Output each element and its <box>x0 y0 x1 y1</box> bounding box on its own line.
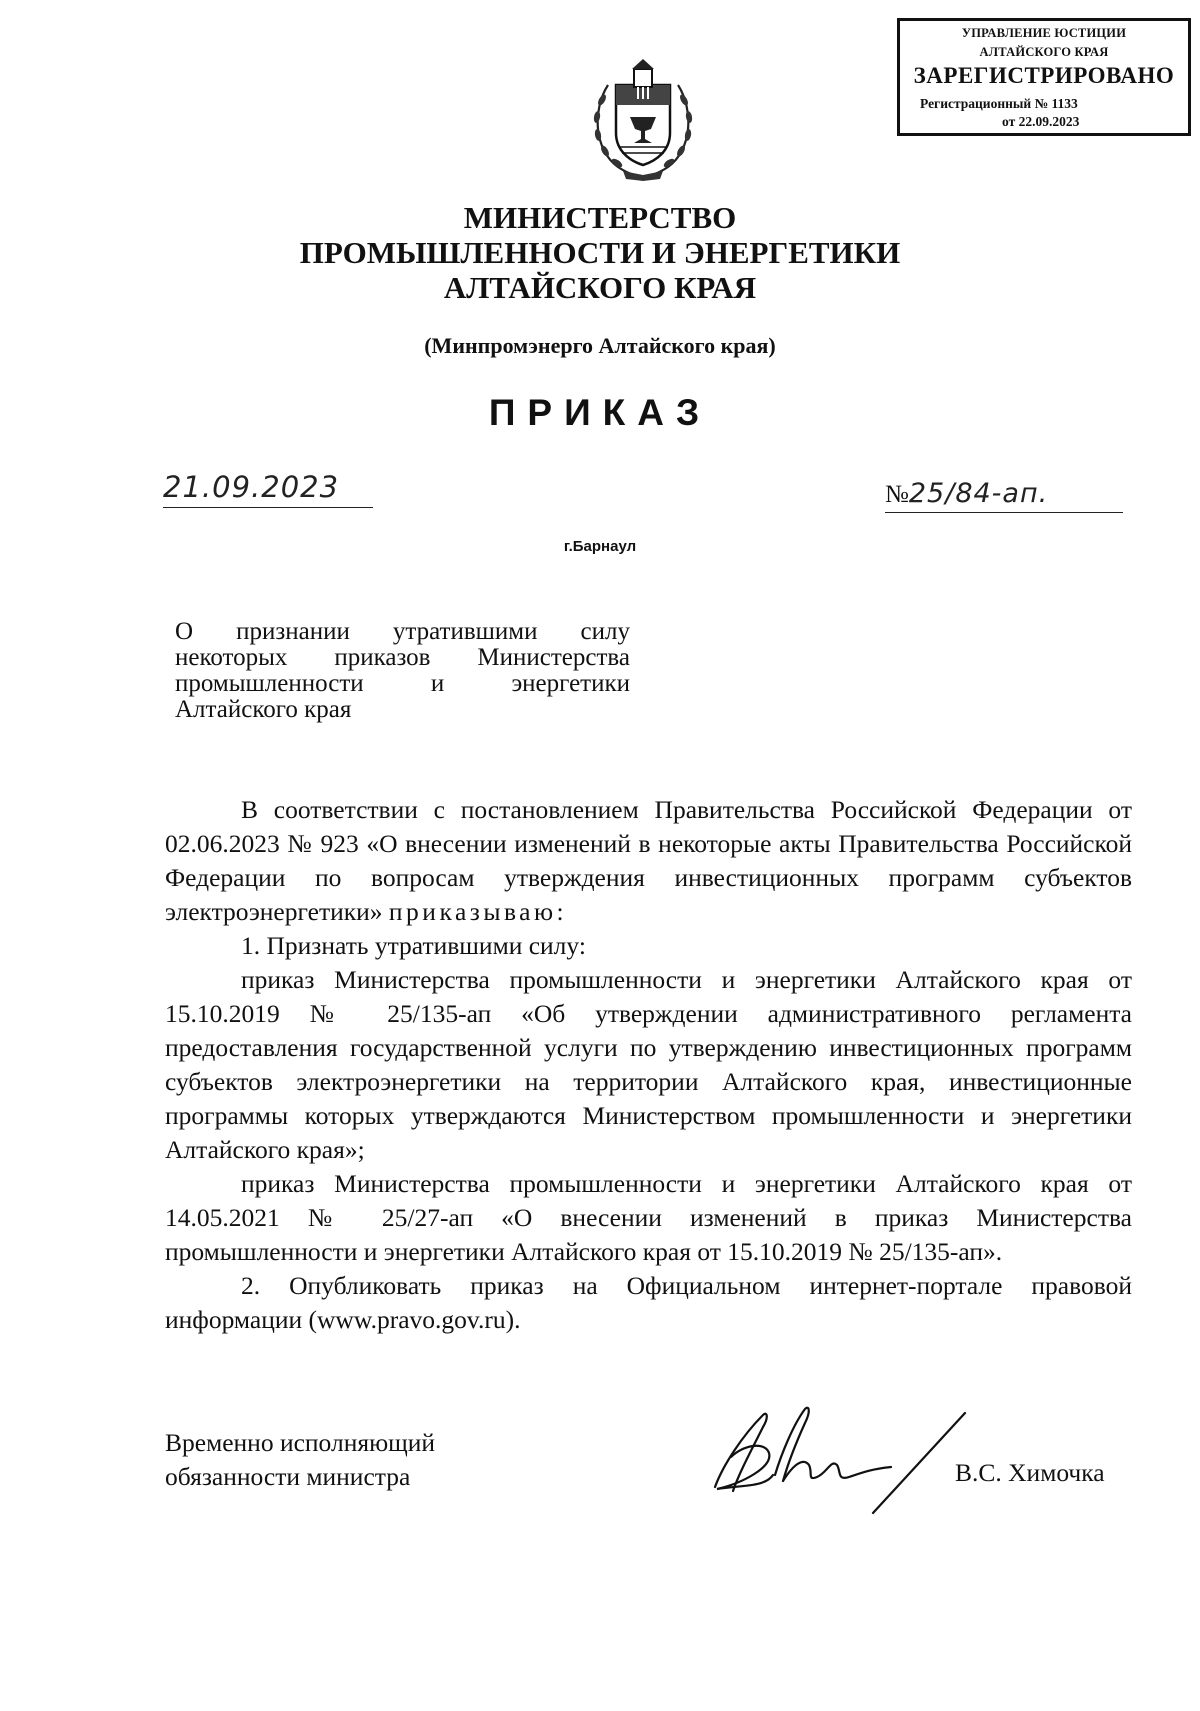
body-item1-b: приказ Министерства промышленности и энергетики Алтайского края от 14.05.2021 № 25/27-ап «О внесении изменений в приказ Министерства промышленности и энергетики Алтайского края от 15.10.2019 № 25/135-ап». <box>165 1169 1132 1266</box>
signatory-title-line2: обязанности министра <box>165 1462 411 1491</box>
registration-stamp <box>897 18 1191 136</box>
number-sign: № <box>885 481 909 508</box>
body-intro-verb: приказываю: <box>388 897 568 926</box>
heading-line3: АЛТАЙСКОГО КРАЯ <box>443 270 757 305</box>
document-city: г.Барнаул <box>563 538 637 555</box>
signatory-title <box>165 1426 435 1494</box>
document-body <box>165 793 1132 1337</box>
document-type-title: ПРИКАЗ <box>488 392 712 433</box>
document-subject: О признании утратившими силу некоторых приказов Министерства промышленности и энергетики Алтайского края <box>175 618 630 723</box>
heading-line2: ПРОМЫШЛЕННОСТИ И ЭНЕРГЕТИКИ <box>299 235 901 270</box>
heading-line1: МИНИСТЕРСТВО <box>463 200 737 235</box>
body-item2: 2. Опубликовать приказ на Официальном интернет-портале правовой информации (www.pravo.gov.ru). <box>165 1271 1132 1334</box>
body-item1-a: приказ Министерства промышленности и энергетики Алтайского края от 15.10.2019 № 25/135-ап «Об утверждении административного регламента предоставления государственной услуги по утверждению инвестиционных программ субъектов электроэнергетики на территории Алтайского края, инвестиционные программы которых утверждаются Министерством промышленности и энергетики Алтайского края»; <box>165 965 1132 1164</box>
stamp-status: ЗАРЕГИСТРИРОВАНО <box>913 63 1175 88</box>
stamp-org-line2: АЛТАЙСКОГО КРАЯ <box>979 45 1109 59</box>
coat-of-arms-icon <box>588 55 698 181</box>
body-item1: 1. Признать утратившими силу: <box>241 931 586 960</box>
stamp-org-line1: УПРАВЛЕНИЕ ЮСТИЦИИ <box>961 26 1127 40</box>
stamp-reg-number: Регистрационный № 1133 <box>920 96 1078 111</box>
document-number-value: 25/84-ап. <box>908 478 1049 509</box>
ministry-short-name: (Минпромэнерго Алтайского края) <box>424 333 776 358</box>
document-number <box>885 478 1123 513</box>
handwritten-signature <box>703 1395 993 1525</box>
signatory-name: В.С. Химочка <box>955 1458 1105 1487</box>
body-intro-paragraph <box>165 793 1132 929</box>
body-intro: В соответствии с постановлением Правительства Российской Федерации от 02.06.2023 № 923 «О внесении изменений в некоторые акты Правительства Российской Федерации по вопросам утверждения инвестиционных программ субъектов электроэнергетики» <box>165 795 1132 926</box>
stamp-reg-date: от 22.09.2023 <box>1002 114 1080 129</box>
document-date: 21.09.2023 <box>163 470 373 508</box>
signatory-title-line1: Временно исполняющий <box>165 1428 436 1457</box>
ministry-heading <box>0 200 1200 305</box>
